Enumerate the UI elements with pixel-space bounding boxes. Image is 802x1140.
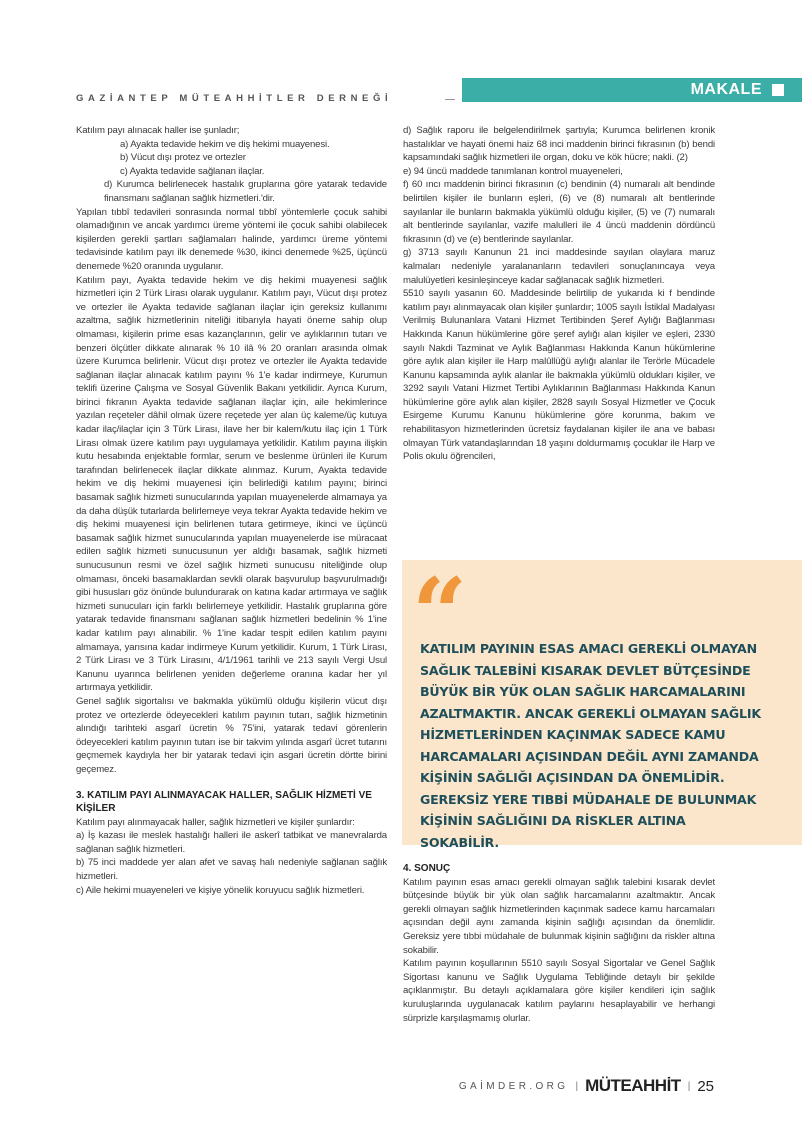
paragraph: Genel sağlık sigortalısı ve bakmakla yükümlü olduğu kişilerin vücut dışı protez ve ortezlerde ödeyecekleri katılım payının tutarı, sağlık hizmetinin alındığı tarihteki asgarî ücretin % 75'ini, yatarak tedavi görenlerin ödeyecekleri katılım payının tutarı ise bir takvim yılında asgarî ücret tutarını geçmemek kaydıyla her bir yatarak tedavi için asgari ücretin dörtte birini geçemez. bbox=[76, 695, 387, 775]
list-item: b) Vücut dışı protez ve ortezler bbox=[120, 152, 246, 164]
paragraph: Katılım payı alınacak haller ise şunladır; bbox=[76, 125, 240, 136]
section-banner bbox=[462, 78, 802, 102]
page-number: 25 bbox=[697, 1077, 714, 1095]
paragraph: Katılım payı alınmayacak haller, sağlık hizmetleri ve kişiler şunlardır: bbox=[76, 816, 355, 828]
paragraph: c) Aile hekimi muayeneleri ve kişiye yönelik koruyucu sağlık hizmetleri. bbox=[76, 884, 365, 896]
paragraph: b) 75 inci maddede yer alan afet ve savaş halı nedeniyle sağlanan sağlık hizmetleri. bbox=[76, 857, 387, 883]
paragraph: e) 94 üncü maddede tanımlanan kontrol muayeneleri, bbox=[403, 165, 623, 177]
list-item: d) Kurumca belirlenecek hastalık gruplarına göre yatarak tedavide finansmanı sağlanan sağlık hizmetleri.'dir. bbox=[104, 179, 387, 204]
header-divider bbox=[445, 99, 455, 100]
paragraph: Katılım payı, Ayakta tedavide hekim ve diş hekimi muayenesi sağlık hizmetleri için 2 Türk Lirası olarak uygulanır. Katılım payı, Vücut dışı protez ve ortezler ile Ayakta tedavide sağlanan ilaçlar için gereksiz kullanımı azaltma, sağlık hizmetlerinin niteliği itibarıyla hayati öneme sahip olup olmaması, kişilerin prime esas kazançlarının, gelir ve aylıklarının tutarı ve benzeri ölçütler dikkate alınarak % 10 ilâ % 20 oranları arasında olmak üzere Kurumca belirlenir. Vücut dışı protez ve ortezler ile Ayakta tedavide sağlanan ilaçlar alınacak katılım payını % 1'e kadar indirmeye, Kurumun teklifi üzerine Çalışma ve Sosyal Güvenlik Bakanı yetkilidir. Ayrıca Kurum, birinci fıkranın Ayakta tedavide sağlanan ilaçlar için, aile hekimlerince yazılan reçeteler dâhil olmak üzere reçetede yer alan üç kaleme/üç kutuya kadar ilaç/ilaçlar için 3 Türk Lirası, ilave her bir kalem/kutu ilaç için 1 Türk Lirası olmak üzere katılım payı uygulamaya yetkilidir. Katılım payına ilişkin kutu hesabında enjektable formlar, serum ve beslenme ürünleri ile Kurum tarafından belirlenecek ilaçlar dikkate alınmaz. Kurum, Ayakta tedavide hekim ve diş hekimi muayenesi için belirlediği katılım payını; birinci basamak sağlık hizmeti sunucularında yapılan muayenelerde almamaya ya da daha düşük tutarlarda belirlemeye veya tekrar Ayakta tedavide hekim ve diş hekimi muayenesi için belirlenen tutara getirmeye, ikinci ve üçüncü basamak sağlık hizmet sunucularında yapılan muayenelerde ise müracaat edilen sağlık hizmeti sunucusunun yer aldığı basamak, sağlık hizmeti sunucusunun resmi ve özel sağlık hizmeti sunucusu niteliğinde olup olmaması, önceki basamaklardan sevkli olarak başvurulup başvurulmadığı gibi hususları göz önünde bulundurarak on katına kadar artırmaya ve sağlık hizmeti sunucuları için farklı belirlemeye yetkilidir. Hastalık gruplarına göre yatarak tedavide finansmanı sağlanan sağlık hizmetleri bedelinin % 1'ine kadar katılım payı alınabilir. % 1'ine kadar tespit edilen katılım payını almamaya, yarısına kadar indirmeye Kurum yetkilidir. Kurum, 1 Türk Lirası, 2 Türk Lirası ve 3 Türk Lirasını, 4/1/1961 tarihli ve 213 sayılı Vergi Usul Kanunu uyarınca belirlenen yeniden değerleme oranına kadar her yıl artırmaya yetkilidir. bbox=[76, 274, 387, 694]
footer-site: GAİMDER.ORG bbox=[458, 1080, 569, 1092]
square-icon bbox=[772, 84, 784, 96]
footer-separator: | bbox=[575, 1080, 579, 1092]
left-column bbox=[76, 124, 387, 897]
right-column bbox=[403, 124, 715, 464]
pull-quote-text: KATILIM PAYININ ESAS AMACI GEREKLİ OLMAYAN SAĞLIK TALEBİNİ KISARAK DEVLET BÜTÇESİNDE BÜYÜK BİR YÜK OLAN SAĞLIK HARCAMALARINI AZALTMAKTIR. ANCAK GEREKLİ OLMAYAN SAĞLIK HİZMETLERİNDEN KAÇINMAK SADECE KAMU HARCAMALARI AÇISINDAN DEĞİL AYNI ZAMANDA KİŞİNİN SAĞLIĞI AÇISINDAN DA ÖNEMLİDİR. GEREKSİZ YERE TIBBİ MÜDAHALE DE BULUNMAK KİŞİNİN SAĞLIĞINI DA RİSKLER ALTINA SOKABİLİR. bbox=[420, 641, 761, 850]
list-item: a) Ayakta tedavide hekim ve diş hekimi muayenesi. bbox=[120, 138, 330, 150]
quote-mark-icon: “ bbox=[412, 557, 468, 670]
footer-separator: | bbox=[687, 1080, 691, 1092]
footer-brand-logo: MÜTEAHHİT bbox=[585, 1076, 681, 1095]
org-name: GAZİANTEP MÜTEAHHİTLER DERNEĞİ bbox=[76, 93, 393, 104]
page-footer bbox=[459, 1076, 714, 1096]
conclusion-section bbox=[403, 862, 715, 1025]
paragraph: a) İş kazası ile meslek hastalığı halleri ile askerî tatbikat ve manevralarda sağlanan sağlık hizmetleri. bbox=[76, 830, 387, 855]
section-heading: 3. KATILIM PAYI ALINMAYACAK HALLER, SAĞLIK HİZMETİ VE KİŞİLER bbox=[76, 789, 372, 815]
paragraph: d) Sağlık raporu ile belgelendirilmek şartıyla; Kurumca belirlenen kronik hastalıklar ve hayati önemi haiz 68 inci maddenin birinci fıkrasının (b) bendi kapsamındaki sağlık hizmetleri ile organ, doku ve kök hücre; nakli. (2) bbox=[403, 125, 715, 164]
paragraph: f) 60 ıncı maddenin birinci fıkrasının (c) bendinin (4) numaralı alt bendinde belirtilen kişiler ile bunların eşleri, (6) ve (8) numaralı alt bentlerinde sayılanlar ile bunların bakmakla yükümlü olduğu kişiler, (5) ve (7) numaralı alt bentlerinde sayılanlar, vazife malulleri ile 4 üncü maddenin dördüncü fıkrasının (d) ve (e) bentlerinde sayılanlar. bbox=[403, 179, 715, 245]
paragraph: Yapılan tıbbî tedavileri sonrasında normal tıbbî yöntemlerle çocuk sahibi olamadığının ve ancak yardımcı üreme yöntemi ile çocuk sahibi olabilecek kişilerden gerekli şartları sağlamaları halinde, yardımcı üreme yöntemi tedavisinde katılım payı ilk denemede %30, ikinci denemede %25, üçüncü denemede %20 oranında uygulanır. bbox=[76, 206, 387, 272]
section-label: MAKALE bbox=[690, 81, 762, 98]
pull-quote bbox=[402, 557, 802, 850]
section-heading: 4. SONUÇ bbox=[403, 863, 451, 874]
list-item: c) Ayakta tedavide sağlanan ilaçlar. bbox=[120, 165, 265, 177]
paragraph: g) 3713 sayılı Kanunun 21 inci maddesinde sayılan olaylara maruz kalmaları nedeniyle yaralananların tedavileri sonuçlanıncaya veya malulüyetleri kesinleşinceye kadar sağlanacak sağlık hizmetleri. bbox=[403, 247, 715, 286]
paragraph: 5510 sayılı yasanın 60. Maddesinde belirtilip de yukarıda ki f bendinde katılım payı alınmayacak olan kişiler şunlardır; 1005 sayılı İstiklal Madalyası Verilmiş Bulunanlara Vatani Hizmet Tertibinden Şeref Aylığı Bağlanması Hakkında Kanun hükümlerine göre şeref aylığı alan kişiler ve eşleri, 2330 sayılı Nakdi Tazminat ve Aylık Bağlanması Hakkında Kanun hükümlerine göre aylık alan kişiler ile Harp malûllüğü aylığı alanlar ile Terörle Mücadele Kanunu kapsamında aylık alanlar ile bakmakla yükümlü oldukları kişiler, ve 3292 sayılı Vatani Hizmet Tertibi Aylıklarının Bağlanması Hakkında Kanun hükümlerine göre aylık alan kişiler, 2828 sayılı Sosyal Hizmetler ve Çocuk Esirgeme Kurumu Kanunu hükümlerine göre korunma, bakım ve rehabilitasyon hizmetlerinden ücretsiz faydalanan kişiler ile ana ve babası olmayan Türk vatandaşlarından 18 yaşını doldurmamış çocuklar ile Harp ve Polis okulu öğrencileri, bbox=[403, 288, 715, 463]
paragraph: Katılım payının esas amacı gerekli olmayan sağlık talebini kısarak devlet bütçesinde büyük bir yük olan sağlık harcamalarını azaltmaktır. Ancak gerekli olmayan sağlık hizmetlerinden kaçınmak sadece kamu harcamaları açısından değil aynı zamanda kişinin sağlığı açısından da önemlidir. Gereksiz yere tıbbi müdahale de bulunmak kişinin sağlığını da riskler altına sokabilir. bbox=[403, 876, 715, 956]
paragraph: Katılım payının koşullarının 5510 sayılı Sosyal Sigortalar ve Genel Sağlık Sigortası kanunu ve Sağlık Uygulama Tebliğinde detaylı bir şekilde açıklanmıştır. Bu detaylı açıklamalara göre kişiler kendileri için sağlık kuruluşlarında uygulanacak katılım paylarını hesaplayabilir ve herhangi sürprizle karşılaşmamış olurlar. bbox=[403, 958, 715, 1024]
